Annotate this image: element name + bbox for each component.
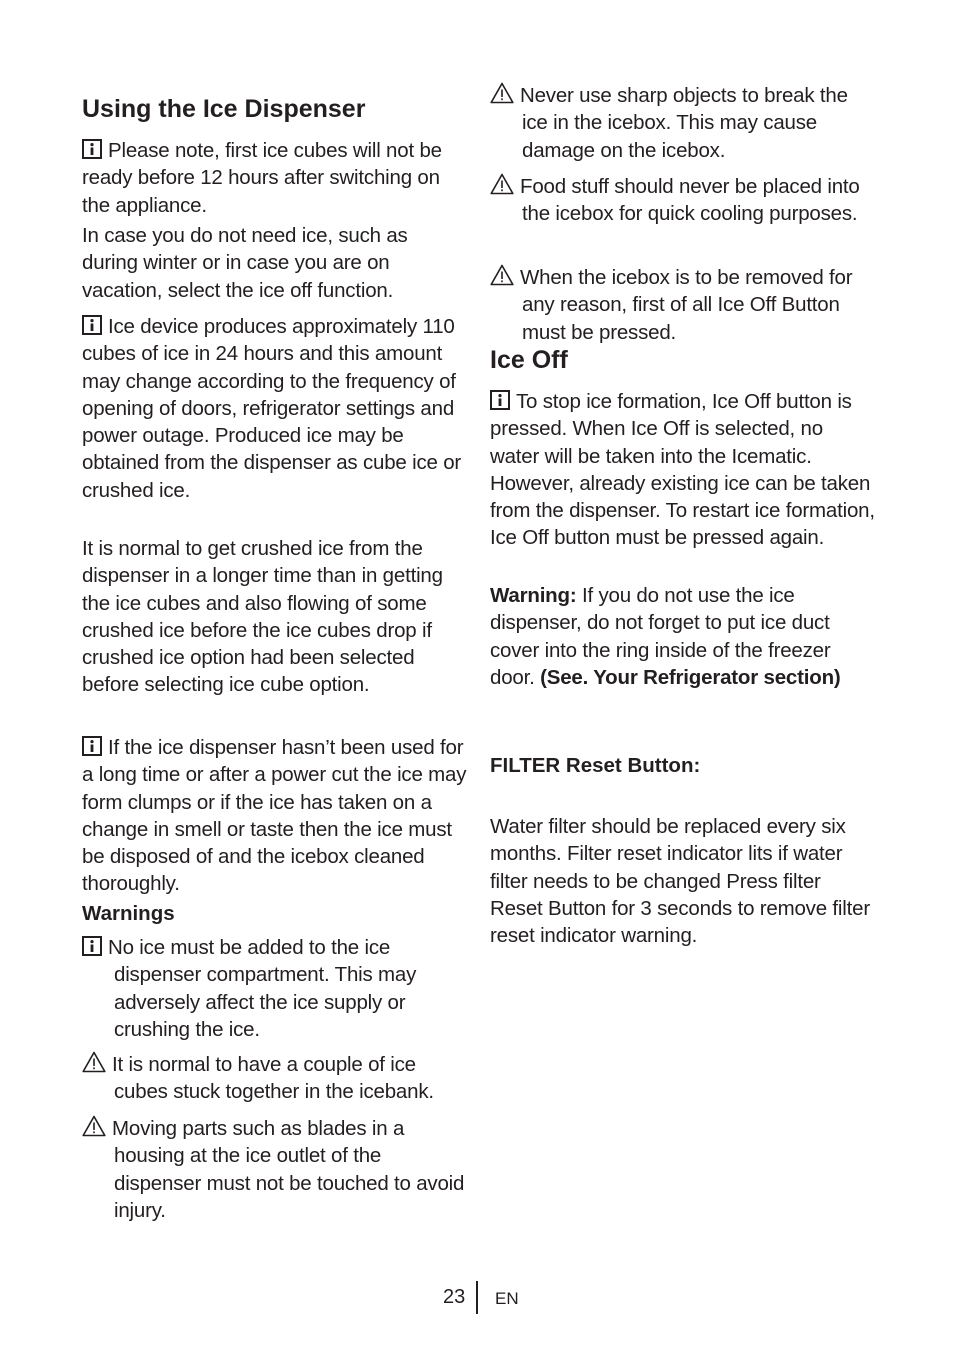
info-icon (82, 936, 102, 956)
warning-label: Warning: (490, 584, 577, 607)
warning-reference: (See. Your Refrigerator section) (540, 665, 841, 689)
warning-sharp-objects: Never use sharp objects to break the ice in the icebox. This may cause damage on the icebox. (490, 82, 875, 164)
info-icon (82, 736, 102, 756)
paragraph-crushed-ice: It is normal to get crushed ice from the dispenser in a longer time than in getting the ice cubes and also flowing of some crushed ice before the ice cubes drop if crushed ice option had been selected before selecting ice cube option. (82, 537, 443, 697)
warning-triangle-icon (490, 82, 514, 104)
warning-cubes-stuck: It is normal to have a couple of ice cubes stuck together in the icebank. (82, 1051, 467, 1106)
filter-reset-heading: FILTER Reset Button: (490, 754, 701, 777)
filter-reset-text: Water filter should be replaced every six months. Filter reset indicator lits if water filter needs to be changed Press filter Reset Button for 3 seconds to remove filter reset indicator warning. (490, 815, 870, 948)
language-code: EN (495, 1289, 519, 1308)
warning-moving-parts: Moving parts such as blades in a housing at the ice outlet of the dispenser must not be touched to avoid injury. (82, 1115, 467, 1224)
warning-triangle-icon (82, 1115, 106, 1137)
paragraph-ice-off-tip: In case you do not need ice, such as during winter or in case you are on vacation, select the ice off function. (82, 224, 408, 302)
footer-divider (476, 1281, 478, 1314)
warning-no-ice-added: No ice must be added to the ice dispenser compartment. This may adversely affect the ice supply or crushing the ice. (82, 934, 467, 1043)
info-icon (82, 315, 102, 335)
warning-ice-duct-cover: Warning: If you do not use the ice dispenser, do not forget to put ice duct cover into the ring inside of the freezer door. (See. Your Refrigerator section) (490, 584, 841, 689)
note-first-ice: Please note, first ice cubes will not be ready before 12 hours after switching on the appliance. (82, 139, 442, 217)
section-title-ice-dispenser: Using the Ice Dispenser (82, 95, 366, 123)
warning-triangle-icon (82, 1051, 106, 1073)
warning-triangle-icon (490, 264, 514, 286)
note-ice-off: To stop ice formation, Ice Off button is pressed. When Ice Off is selected, no water will be taken into the Icematic. However, already existing ice can be taken from the dispenser. To restart ice formation, Ice Off button must be pressed again. (490, 390, 875, 550)
info-icon (82, 139, 102, 159)
warning-triangle-icon (490, 173, 514, 195)
page-number: 23 (443, 1286, 466, 1308)
note-ice-disposal: If the ice dispenser hasn’t been used for a long time or after a power cut the ice may form clumps or if the ice has taken on a change in smell or taste then the ice must be disposed of and the icebox cleaned thoroughly. (82, 736, 467, 896)
warning-quick-cooling: Food stuff should never be placed into the icebox for quick cooling purposes. (490, 173, 875, 228)
warning-icebox-removal: When the icebox is to be removed for any reason, first of all Ice Off Button must be pressed. (490, 264, 875, 346)
note-ice-production: Ice device produces approximately 110 cubes of ice in 24 hours and this amount may change according to the frequency of opening of doors, refrigerator settings and power outage. Produced ice may be obtained from the dispenser as cube ice or crushed ice. (82, 315, 462, 502)
info-icon (490, 390, 510, 410)
warnings-heading: Warnings (82, 902, 175, 925)
section-title-ice-off: Ice Off (490, 346, 568, 374)
